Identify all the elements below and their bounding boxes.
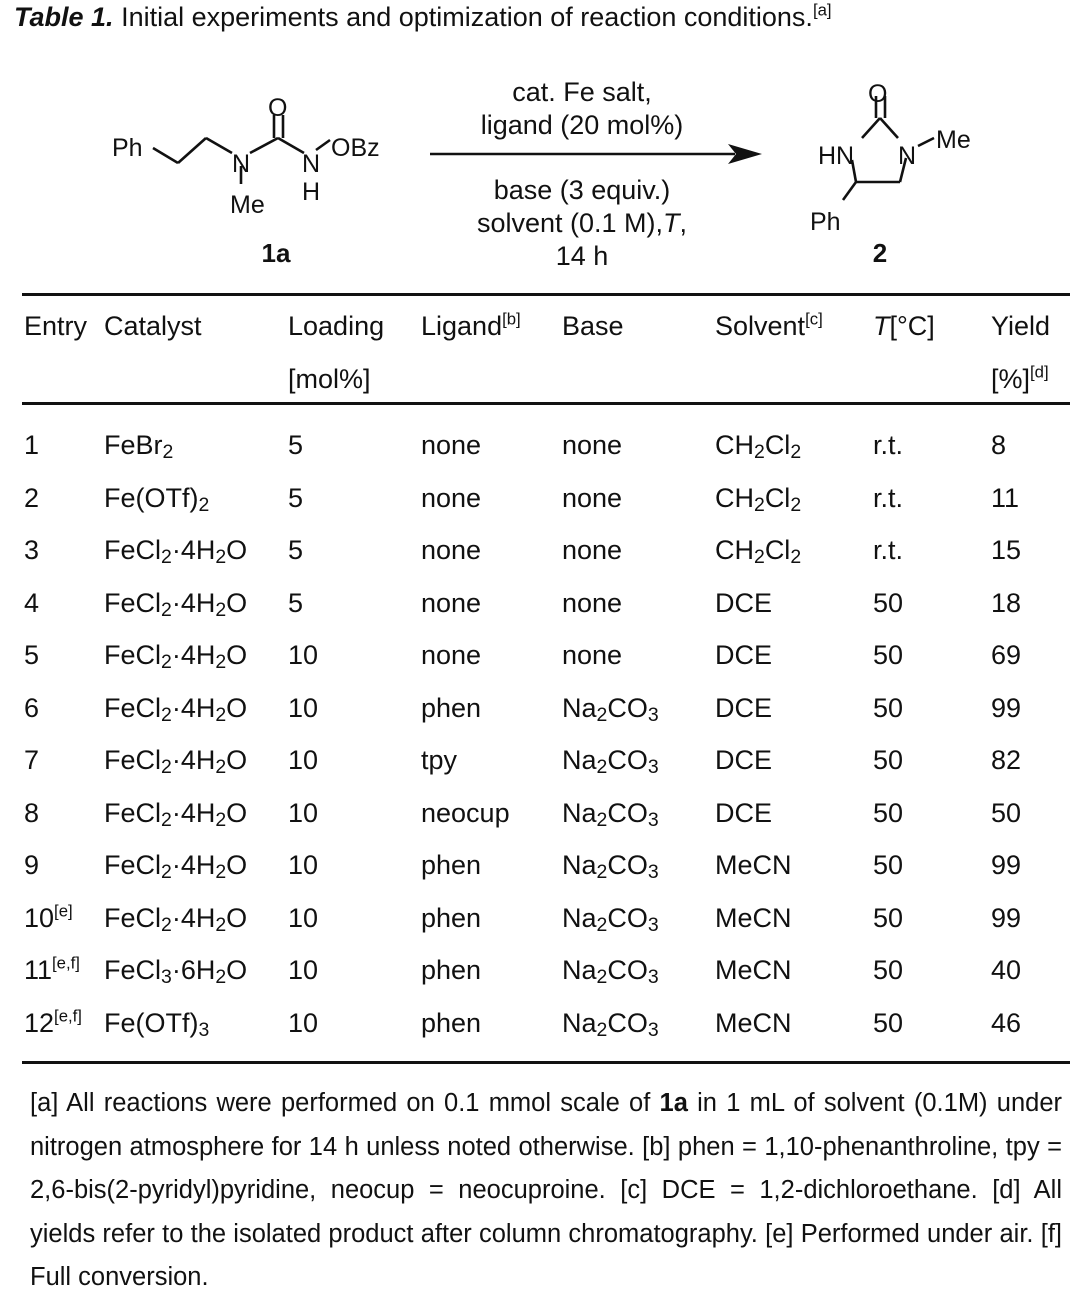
cell-base: none xyxy=(562,430,623,460)
footnote-a: [a] All reactions were performed on 0.1 mmol scale of xyxy=(30,1089,660,1117)
cell-yield: 99 xyxy=(991,850,1022,880)
cell-ligand: none xyxy=(421,482,482,513)
reactant-atom-nh-n: N xyxy=(302,150,321,178)
table-label: Table 1. xyxy=(14,2,114,32)
cell-ligand: none xyxy=(421,535,482,565)
caption-text: Initial experiments and optimization of reaction conditions. xyxy=(121,2,813,32)
entry-note: [e] xyxy=(54,901,73,921)
cell-base: none xyxy=(562,587,623,618)
cell-ligand: phen xyxy=(421,692,482,723)
cell-yield: 18 xyxy=(991,587,1022,618)
header-entry: Entry xyxy=(24,311,88,341)
cell-entry: 11[e,f] xyxy=(24,953,80,985)
cell-entry: 9 xyxy=(24,850,40,880)
cell-entry: 8 xyxy=(24,797,40,828)
caption-note: [a] xyxy=(812,0,832,20)
cell-solvent: MeCN xyxy=(715,1007,792,1038)
cell-yield: 69 xyxy=(991,640,1022,670)
cell-solvent: DCE xyxy=(715,797,773,828)
cell-yield: 11 xyxy=(991,482,1020,513)
reactant-atom-n: N xyxy=(232,150,251,178)
cell-yield: 15 xyxy=(991,535,1022,565)
product-atom-n: N xyxy=(898,142,917,170)
cell-catalyst: $FeCl_2\cdot 4H_2O$ xyxy=(104,640,248,673)
cell-ligand: tpy xyxy=(421,745,458,775)
cell-catalyst: $FeCl_2\cdot 4H_2O$ xyxy=(104,797,248,831)
cell-entry: 7 xyxy=(24,745,40,775)
cell-temperature: 50 xyxy=(873,692,904,723)
footnote-f: [f] Full conversion. xyxy=(30,1219,1063,1291)
cell-temperature: r.t. xyxy=(873,535,904,565)
conditions-below xyxy=(422,174,742,273)
reactant-atom-o: O xyxy=(268,94,288,122)
cell-base: $Na_2CO_3$ xyxy=(562,902,659,936)
cell-entry: 1 xyxy=(24,430,40,460)
cell-solvent: MeCN xyxy=(715,955,792,985)
cell-loading: 10 xyxy=(288,640,319,670)
cell-loading: 5 xyxy=(288,430,304,460)
cell-ligand: none xyxy=(421,587,482,618)
header-yield-unit: [%][d] xyxy=(991,362,1049,394)
header-temperature: T[°C] xyxy=(873,311,935,341)
header-ligand: Ligand[b] xyxy=(421,309,521,341)
condition-time: 14 h xyxy=(555,241,609,271)
cell-catalyst: $Fe(OTf)_3$ xyxy=(104,1007,210,1041)
condition-catalyst: cat. Fe salt, xyxy=(512,77,652,107)
cell-catalyst: $FeCl_2\cdot 4H_2O$ xyxy=(104,587,248,621)
cell-loading: 10 xyxy=(288,797,319,828)
reaction-scheme xyxy=(0,60,1080,290)
header-loading-unit: [mol%] xyxy=(288,364,371,394)
footnote-b: [b] phen = 1,10-phenanthroline, tpy = 2,6-bis(2-pyridyl)pyridine, neocup = neocuproine. xyxy=(30,1132,1062,1204)
reaction-arrow xyxy=(430,144,762,164)
cell-yield: 99 xyxy=(991,902,1022,933)
cell-entry: 4 xyxy=(24,587,40,618)
table-top-rule xyxy=(22,293,1070,296)
cell-ligand: phen xyxy=(421,955,482,985)
cell-temperature: r.t. xyxy=(873,430,904,460)
header-loading: Loading xyxy=(288,311,385,341)
cell-entry: 3 xyxy=(24,535,40,565)
cell-loading: 5 xyxy=(288,482,304,513)
cell-entry: 10[e] xyxy=(24,901,73,933)
cell-base: none xyxy=(562,535,623,565)
cell-catalyst: $FeCl_2\cdot 4H_2O$ xyxy=(104,850,248,883)
cell-entry: 2 xyxy=(24,482,40,513)
cell-solvent: DCE xyxy=(715,587,773,618)
cell-yield: 99 xyxy=(991,692,1022,723)
cell-solvent: DCE xyxy=(715,640,773,670)
cell-base: none xyxy=(562,482,623,513)
cell-ligand: phen xyxy=(421,1007,482,1038)
conditions-above xyxy=(422,76,742,142)
cell-loading: 10 xyxy=(288,850,319,880)
cell-yield: 50 xyxy=(991,797,1022,828)
cell-solvent: DCE xyxy=(715,692,773,723)
product-atom-ph: Ph xyxy=(810,208,841,236)
cell-temperature: r.t. xyxy=(873,482,904,513)
cell-ligand: none xyxy=(421,430,482,460)
cell-catalyst: $FeCl_2\cdot 4H_2O$ xyxy=(104,692,248,726)
cell-temperature: 50 xyxy=(873,587,904,618)
cell-ligand: phen xyxy=(421,850,482,880)
cell-base: $Na_2CO_3$ xyxy=(562,797,659,831)
entry-note: [e,f] xyxy=(54,1006,82,1026)
cell-yield: 8 xyxy=(991,430,1007,460)
product-atom-o: O xyxy=(868,80,888,108)
product-atom-me: Me xyxy=(936,126,971,154)
cell-loading: 10 xyxy=(288,902,319,933)
reactant-atom-obz: OBz xyxy=(331,134,380,162)
header-yield: Yield xyxy=(991,311,1051,341)
cell-solvent: MeCN xyxy=(715,850,792,880)
cell-base: $Na_2CO_3$ xyxy=(562,745,659,778)
product-atom-hn: HN xyxy=(818,142,855,170)
footnote-d: [d] All yields refer to the isolated product after column chromatography. xyxy=(30,1176,1062,1248)
cell-catalyst: $FeCl_2\cdot 4H_2O$ xyxy=(104,745,248,778)
cell-solvent: $CH_2Cl_2$ xyxy=(715,430,802,463)
cell-base: $Na_2CO_3$ xyxy=(562,955,659,988)
cell-entry: 5 xyxy=(24,640,40,670)
cell-catalyst: $Fe(OTf)_2$ xyxy=(104,482,210,516)
cell-loading: 5 xyxy=(288,535,304,565)
table-caption xyxy=(14,2,832,33)
cell-loading: 10 xyxy=(288,692,319,723)
cell-yield: 40 xyxy=(991,955,1022,985)
cell-loading: 10 xyxy=(288,955,319,985)
cell-loading: 10 xyxy=(288,1007,319,1038)
cell-ligand: neocup xyxy=(421,797,510,828)
header-catalyst: Catalyst xyxy=(104,311,202,341)
table-header-rule xyxy=(22,402,1070,405)
cell-base: $Na_2CO_3$ xyxy=(562,1007,659,1041)
cell-catalyst: $FeCl_2\cdot 4H_2O$ xyxy=(104,902,248,936)
condition-ligand: ligand (20 mol%) xyxy=(480,110,684,140)
footnote-a-rest: in 1 mL of solvent (0.1M) under nitrogen atmosphere for 14 h unless noted otherwise. xyxy=(30,1089,1063,1161)
footnote-a-compound: 1a xyxy=(659,1089,688,1117)
table-bottom-rule xyxy=(22,1061,1070,1064)
header-base: Base xyxy=(562,311,624,341)
cell-catalyst: FeBr$_2$ xyxy=(104,430,174,463)
cell-entry: 12[e,f] xyxy=(24,1006,82,1038)
cell-solvent: $CH_2Cl_2$ xyxy=(715,482,802,516)
cell-entry: 6 xyxy=(24,692,40,723)
cell-temperature: 50 xyxy=(873,745,904,775)
table-footnotes xyxy=(30,1082,1062,1300)
product-bonds xyxy=(843,96,934,200)
cell-temperature: 50 xyxy=(873,955,904,985)
cell-temperature: 50 xyxy=(873,1007,904,1038)
entry-note: [e,f] xyxy=(52,953,80,973)
reactant-label: 1a xyxy=(261,238,291,268)
cell-catalyst: $FeCl_3\cdot 6H_2O$ xyxy=(104,955,248,988)
reactant-atom-ph: Ph xyxy=(112,134,143,162)
cell-loading: 5 xyxy=(288,587,304,618)
header-solvent: Solvent[c] xyxy=(715,309,823,341)
cell-catalyst: $FeCl_2\cdot 4H_2O$ xyxy=(104,535,248,568)
cell-ligand: phen xyxy=(421,902,482,933)
product-label: 2 xyxy=(872,238,888,268)
cell-ligand: none xyxy=(421,640,482,670)
cell-solvent: MeCN xyxy=(715,902,792,933)
cell-yield: 46 xyxy=(991,1007,1022,1038)
cell-temperature: 50 xyxy=(873,640,904,670)
cell-temperature: 50 xyxy=(873,850,904,880)
cell-base: none xyxy=(562,640,623,670)
cell-yield: 82 xyxy=(991,745,1022,775)
condition-base: base (3 equiv.) xyxy=(493,175,671,205)
footnote-c: [c] DCE = 1,2-dichloroethane. xyxy=(620,1176,978,1204)
cell-solvent: $CH_2Cl_2$ xyxy=(715,535,802,568)
reactant-atom-nh-h: H xyxy=(302,178,321,206)
cell-temperature: 50 xyxy=(873,797,904,828)
cell-base: $Na_2CO_3$ xyxy=(562,850,659,883)
cell-base: $Na_2CO_3$ xyxy=(562,692,659,726)
cell-solvent: DCE xyxy=(715,745,773,775)
reactant-atom-me: Me xyxy=(230,191,265,219)
footnote-e: [e] Performed under air. xyxy=(765,1219,1034,1248)
cell-loading: 10 xyxy=(288,745,319,775)
cell-temperature: 50 xyxy=(873,902,904,933)
condition-solvent: solvent (0.1 M),T, xyxy=(476,208,688,238)
